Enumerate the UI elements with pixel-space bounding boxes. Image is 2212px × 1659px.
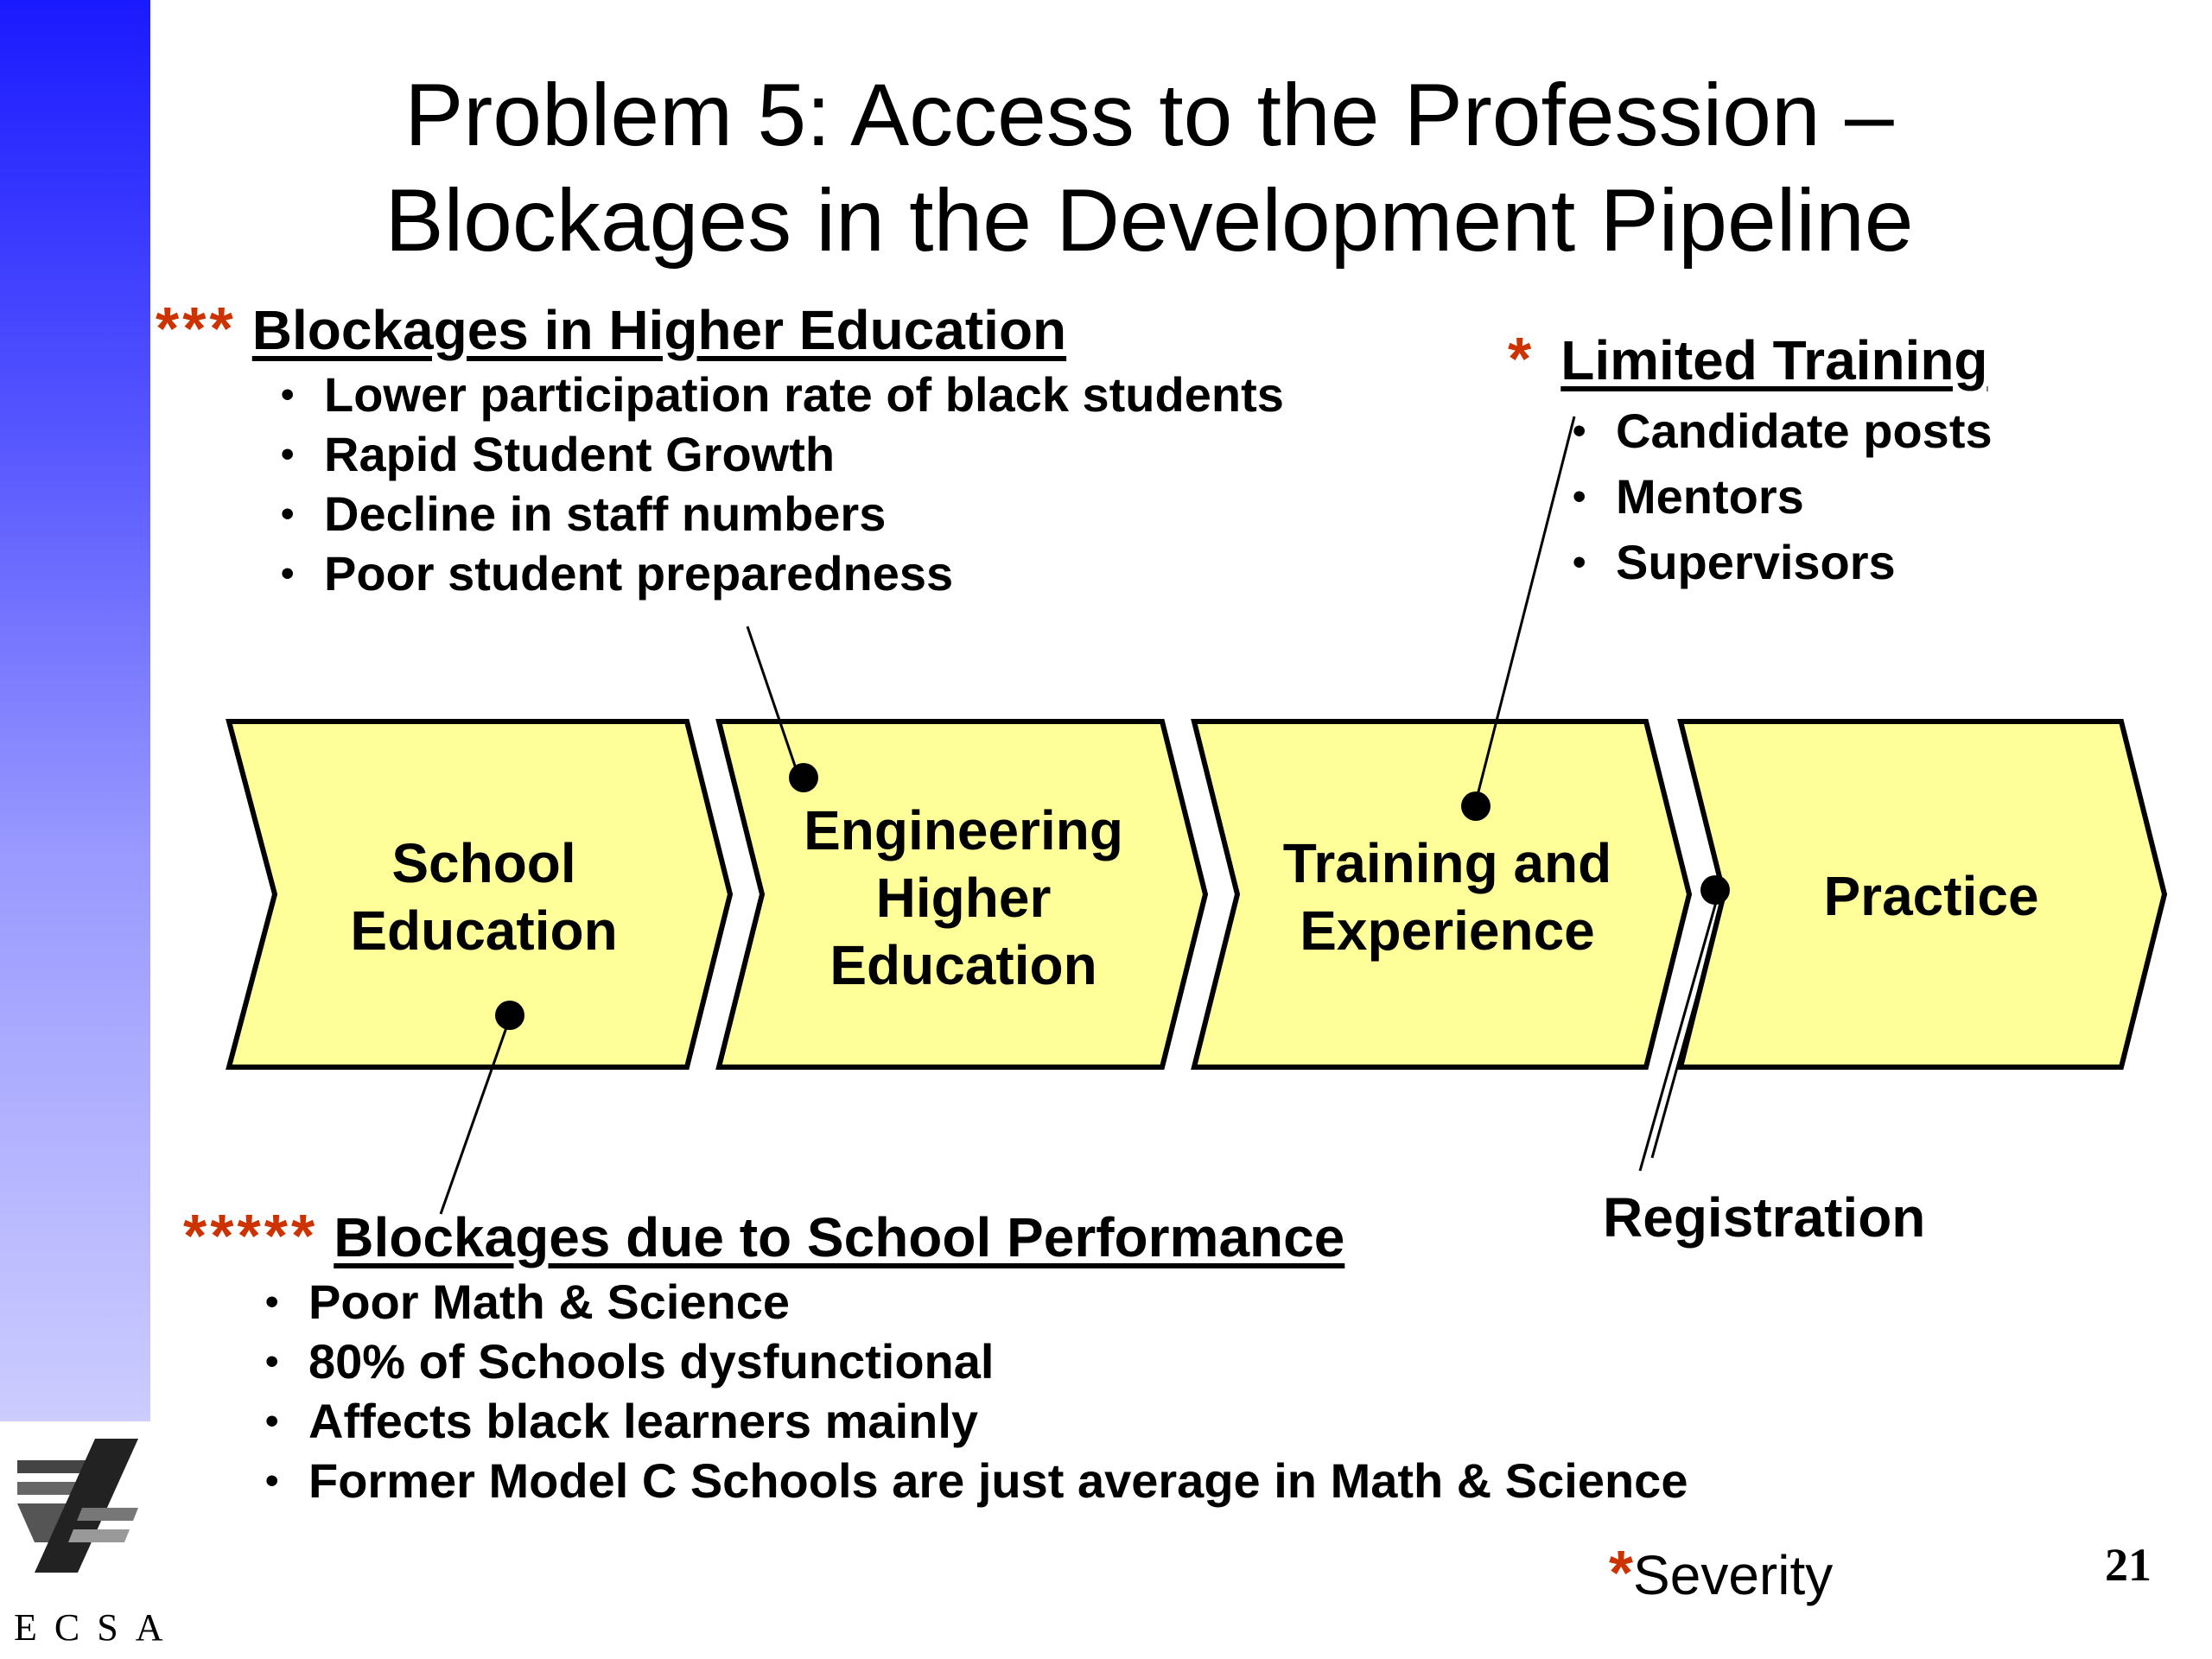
list-item: • Supervisors bbox=[1573, 530, 1993, 595]
block-heading: Limited Training bbox=[1560, 329, 1988, 391]
severity-label: Severity bbox=[1633, 1544, 1834, 1606]
severity-stars: * bbox=[1508, 325, 1535, 392]
school-blockages bbox=[183, 1201, 1688, 1510]
stage-label-higher-ed: Engineering Higher Education bbox=[804, 799, 1123, 996]
title-line-2: Blockages in the Development Pipeline bbox=[385, 171, 1914, 270]
list-item: • Decline in staff numbers bbox=[281, 484, 1284, 543]
connector-dot-school bbox=[495, 1001, 524, 1030]
block-heading: Blockages due to School Performance bbox=[334, 1206, 1345, 1268]
training-blockages bbox=[1508, 324, 1993, 595]
severity-star-icon: * bbox=[1609, 1539, 1634, 1608]
connector-dot-registration bbox=[1700, 875, 1730, 905]
title-line-1: Problem 5: Access to the Profession – bbox=[404, 66, 1894, 164]
block-heading: Blockages in Higher Education bbox=[251, 299, 1067, 361]
severity-stars: ***** bbox=[183, 1202, 319, 1269]
page-number: 21 bbox=[2105, 1539, 2152, 1591]
list-item: • Lower participation rate of black students bbox=[281, 365, 1284, 424]
list-item: • Poor student preparedness bbox=[281, 543, 1284, 603]
list-item: • Candidate posts bbox=[1573, 398, 1993, 464]
severity-stars: *** bbox=[156, 295, 237, 362]
list-item: • Mentors bbox=[1573, 464, 1993, 530]
logo-text: ECSA bbox=[14, 1606, 181, 1649]
list-item: • Affects black learners mainly bbox=[265, 1391, 1688, 1451]
stage-label-training: Training and Experience bbox=[1282, 832, 1612, 962]
connector-dot-training bbox=[1461, 791, 1491, 821]
list-item: • 80% of Schools dysfunctional bbox=[265, 1332, 1688, 1391]
higher-ed-blockages bbox=[156, 294, 1284, 603]
stage-label-school: School Education bbox=[350, 832, 618, 962]
list-item: • Rapid Student Growth bbox=[281, 424, 1284, 484]
severity-legend bbox=[1609, 1538, 1833, 1609]
stage-label-practice: Practice bbox=[1823, 865, 2039, 927]
connector-dot-higher-ed bbox=[789, 763, 818, 792]
registration-label: Registration bbox=[1603, 1186, 1926, 1249]
list-item: • Former Model C Schools are just average in Math & Science bbox=[265, 1451, 1688, 1510]
list-item: • Poor Math & Science bbox=[265, 1272, 1688, 1332]
